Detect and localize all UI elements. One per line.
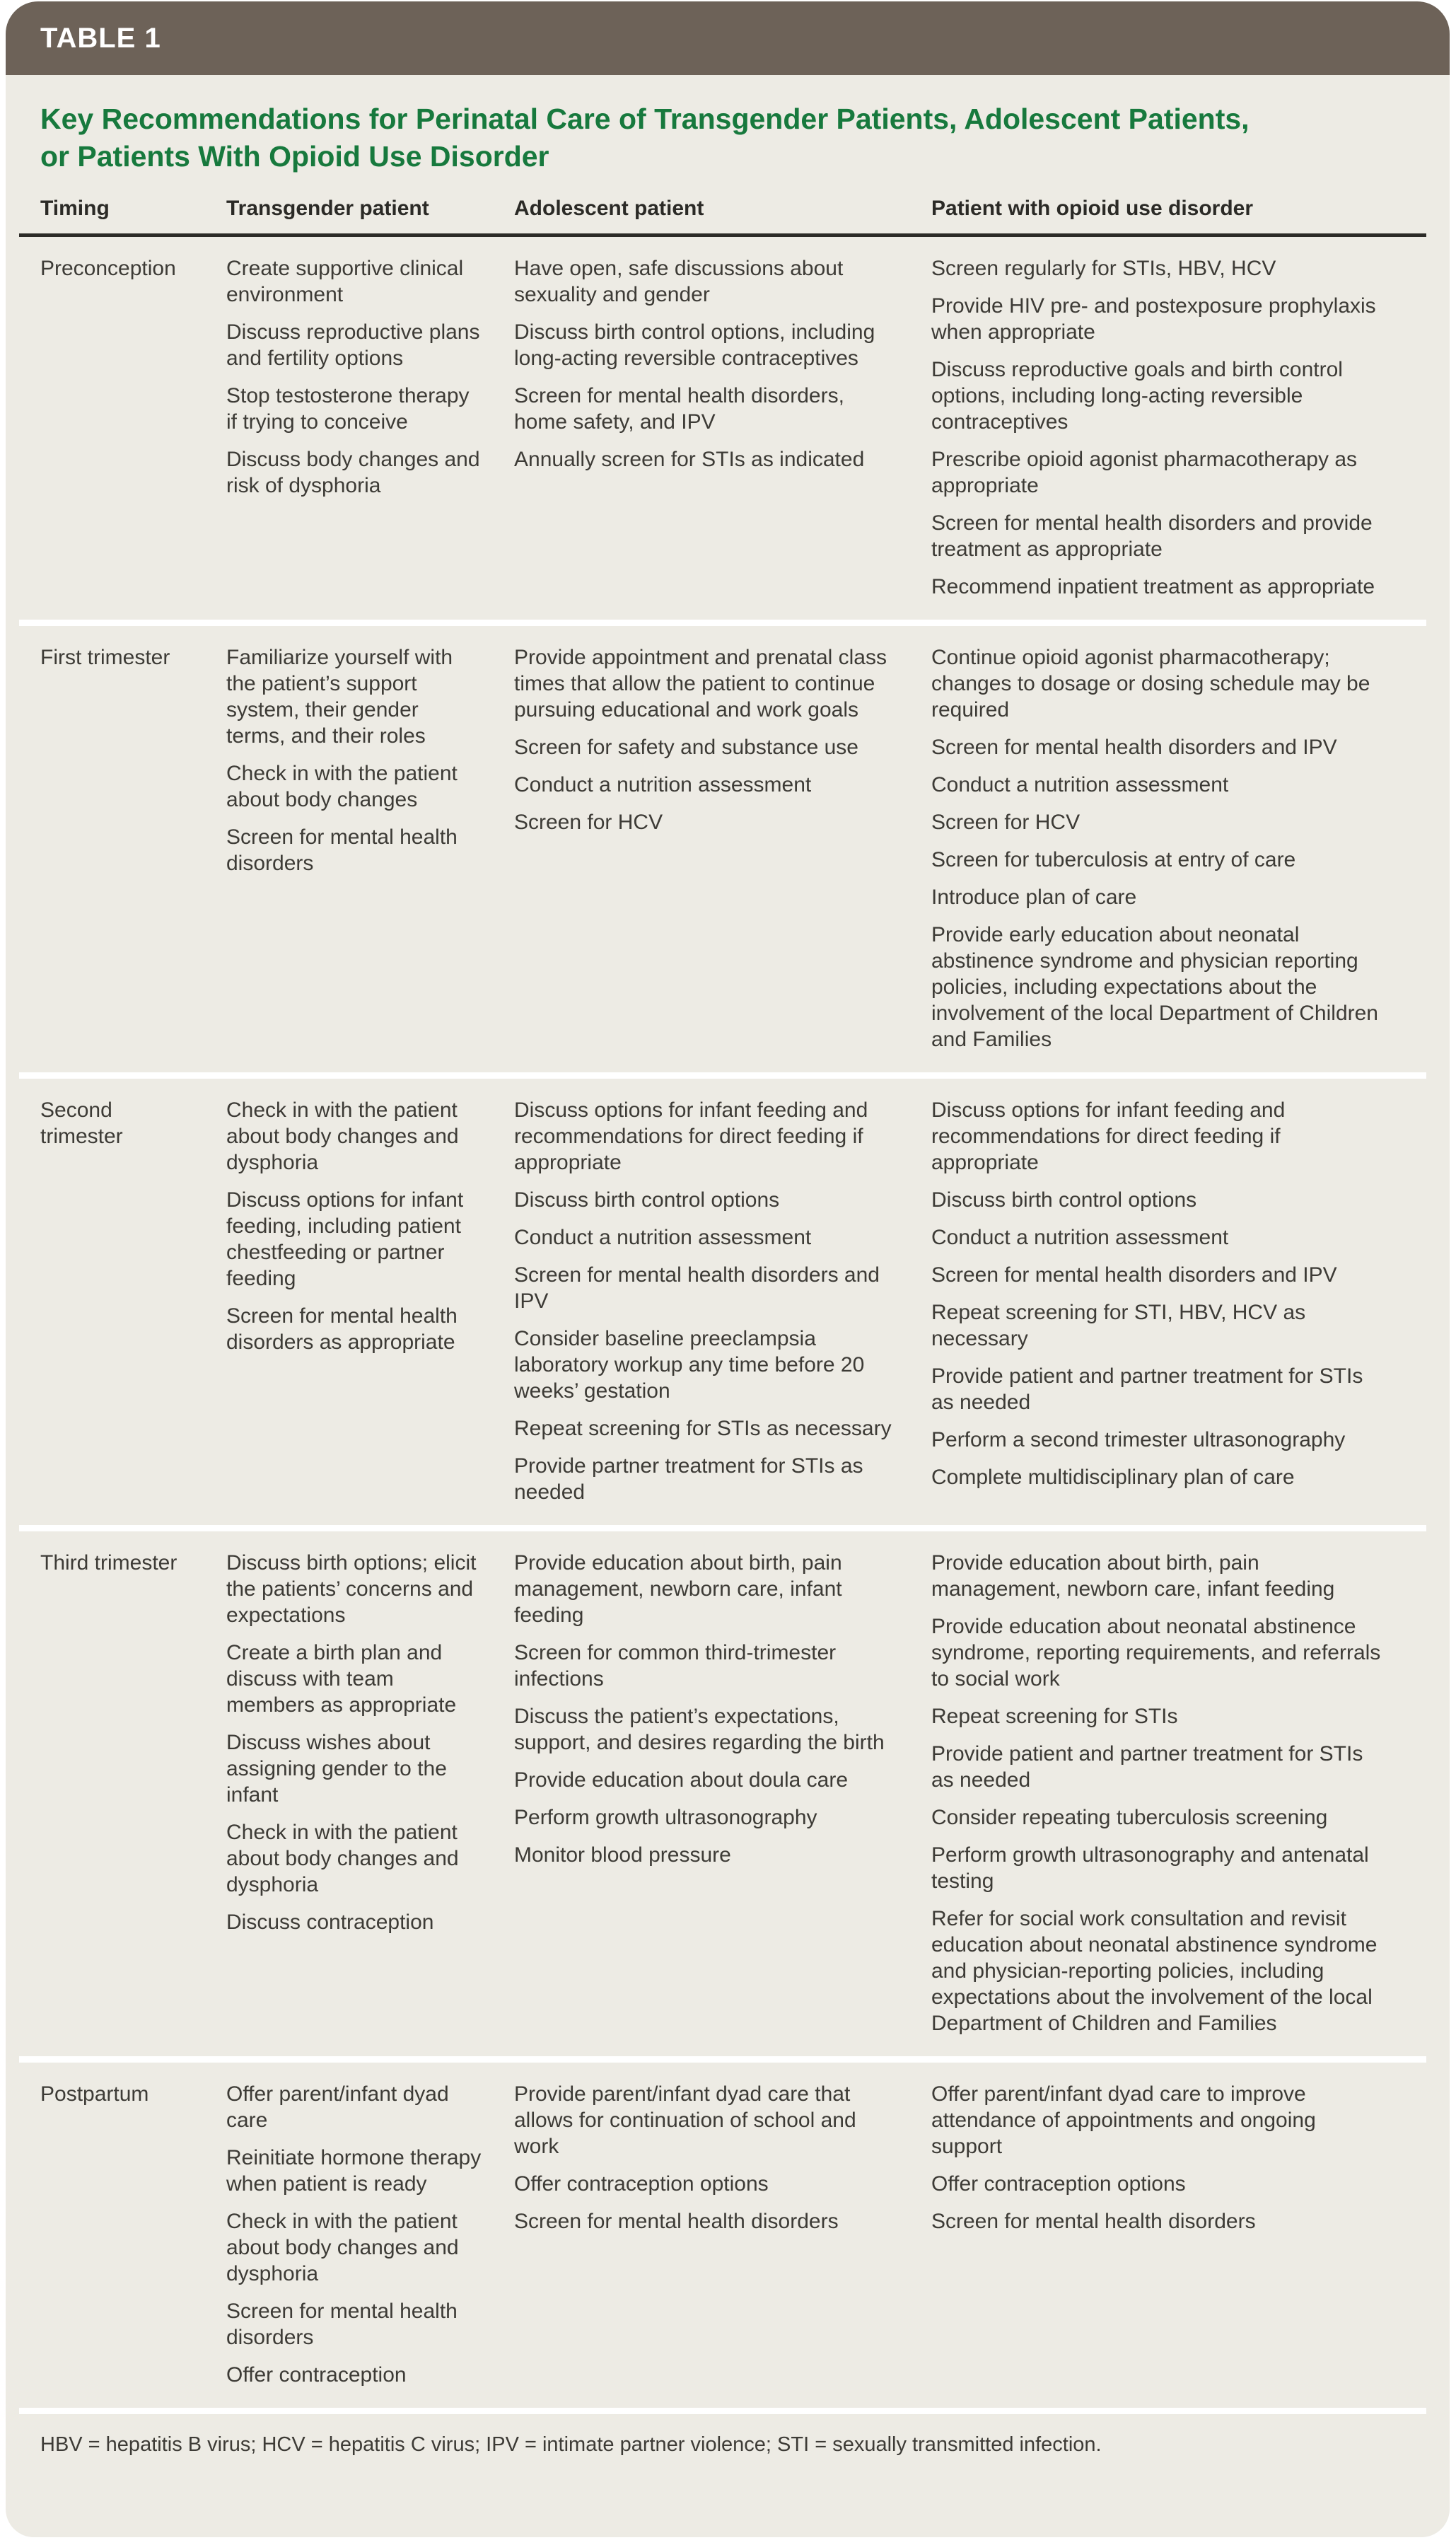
recommendation-item: Offer contraception options	[931, 2172, 1186, 2196]
table-row	[6, 1531, 1450, 2056]
recommendation-item: Complete multidisciplinary plan of care	[931, 1466, 1295, 1489]
recommendation-item: Discuss reproductive goals and birth control options, including long-acting reversible contraceptives	[931, 358, 1343, 434]
recommendation-item: Discuss birth options; elicit the patients’ concerns and expectations	[226, 1551, 477, 1627]
transgender-cell	[226, 644, 514, 1053]
recommendation-item: Reinitiate hormone therapy when patient is ready	[226, 2146, 482, 2196]
transgender-cell	[226, 1550, 514, 2036]
recommendation-item: Provide education about doula care	[514, 1768, 849, 1792]
recommendation-item: Monitor blood pressure	[514, 1843, 731, 1867]
adolescent-cell	[514, 644, 931, 1053]
recommendation-item: Conduct a nutrition assessment	[931, 773, 1229, 796]
timing-cell: Preconception	[40, 257, 176, 280]
footnote: HBV = hepatitis B virus; HCV = hepatitis C virus; IPV = intimate partner violence; STI = sexually transmitted infection.	[40, 2433, 1102, 2456]
recommendation-item: Repeat screening for STI, HBV, HCV as necessary	[931, 1301, 1306, 1350]
recommendation-item: Screen for mental health disorders and IPV	[514, 1263, 880, 1313]
recommendation-item: Refer for social work consultation and revisit education about neonatal abstinence syndrome and physician-reporting policies, including expectations about the involvement of the local Department of Children and Families	[931, 1907, 1378, 2035]
recommendation-item: Provide education about birth, pain management, newborn care, infant feeding	[514, 1551, 842, 1627]
recommendation-item: Discuss options for infant feeding, including patient chestfeeding or partner feeding	[226, 1188, 464, 1290]
doc-title-line-2: or Patients With Opioid Use Disorder	[40, 140, 549, 173]
recommendation-item: Screen for HCV	[931, 811, 1081, 834]
recommendation-item: Screen for mental health disorders as appropriate	[226, 1304, 458, 1354]
recommendation-item: Conduct a nutrition assessment	[514, 773, 812, 796]
recommendation-item: Screen for mental health disorders	[226, 2300, 458, 2349]
table-body	[6, 237, 1450, 2408]
opioid-cell	[931, 1550, 1418, 2036]
recommendation-item: Stop testosterone therapy if trying to conceive	[226, 384, 470, 434]
recommendation-item: Discuss options for infant feeding and recommendations for direct feeding if appropriate	[931, 1098, 1286, 1174]
recommendation-item: Provide education about neonatal abstinence syndrome, reporting requirements, and referrals to social work	[931, 1615, 1381, 1691]
col-header-adolescent: Adolescent patient	[514, 197, 704, 220]
col-header-timing: Timing	[40, 197, 110, 220]
timing-cell: First trimester	[40, 646, 170, 669]
recommendation-item: Conduct a nutrition assessment	[931, 1226, 1229, 1249]
timing-cell: Second trimester	[40, 1098, 123, 1148]
recommendation-item: Perform growth ultrasonography	[514, 1806, 817, 1829]
opioid-cell	[931, 2081, 1418, 2388]
recommendation-item: Perform growth ultrasonography and antenatal testing	[931, 1843, 1369, 1893]
recommendation-item: Recommend inpatient treatment as appropriate	[931, 575, 1375, 598]
col-header-transgender: Transgender patient	[226, 197, 429, 220]
recommendation-item: Check in with the patient about body changes and dysphoria	[226, 1821, 459, 1896]
recommendation-item: Discuss birth control options, including long-acting reversible contraceptives	[514, 320, 875, 370]
recommendation-item: Perform a second trimester ultrasonography	[931, 1428, 1346, 1451]
row-separator	[19, 2056, 1426, 2063]
recommendation-item: Screen for safety and substance use	[514, 736, 858, 759]
column-header-row	[6, 197, 1450, 233]
recommendation-item: Provide patient and partner treatment for STIs as needed	[931, 1364, 1363, 1414]
recommendation-item: Screen for mental health disorders and IPV	[931, 1263, 1337, 1287]
recommendation-item: Discuss contraception	[226, 1911, 434, 1934]
recommendation-item: Discuss body changes and risk of dysphoria	[226, 448, 480, 497]
recommendation-item: Provide appointment and prenatal class times that allow the patient to continue pursuing educational and work goals	[514, 646, 887, 721]
recommendation-item: Offer parent/infant dyad care	[226, 2082, 449, 2132]
recommendation-item: Create a birth plan and discuss with team members as appropriate	[226, 1641, 457, 1717]
recommendation-item: Have open, safe discussions about sexuality and gender	[514, 257, 844, 306]
recommendation-item: Offer parent/infant dyad care to improve attendance of appointments and ongoing support	[931, 2082, 1316, 2158]
recommendation-item: Discuss birth control options	[514, 1188, 780, 1212]
table-label: TABLE 1	[40, 22, 161, 54]
col-header-opioid: Patient with opioid use disorder	[931, 197, 1254, 220]
opioid-cell	[931, 1097, 1418, 1505]
recommendation-item: Familiarize yourself with the patient’s support system, their gender terms, and their roles	[226, 646, 453, 748]
table-row	[6, 237, 1450, 620]
adolescent-cell	[514, 1550, 931, 2036]
table-row	[6, 2063, 1450, 2408]
recommendation-item: Check in with the patient about body changes and dysphoria	[226, 2210, 459, 2285]
table-row	[6, 1079, 1450, 1525]
recommendation-item: Create supportive clinical environment	[226, 257, 464, 306]
recommendation-item: Screen for mental health disorders	[226, 825, 458, 875]
recommendation-item: Provide early education about neonatal abstinence syndrome and physician reporting policies, including expectations about the involvement of the local Department of Children and Families	[931, 923, 1378, 1051]
recommendation-item: Provide partner treatment for STIs as needed	[514, 1454, 863, 1504]
transgender-cell	[226, 1097, 514, 1505]
adolescent-cell	[514, 2081, 931, 2388]
recommendation-item: Prescribe opioid agonist pharmacotherapy as appropriate	[931, 448, 1358, 497]
recommendation-item: Check in with the patient about body changes and dysphoria	[226, 1098, 459, 1174]
recommendation-item: Annually screen for STIs as indicated	[514, 448, 865, 471]
recommendation-item: Introduce plan of care	[931, 886, 1137, 909]
recommendation-item: Discuss birth control options	[931, 1188, 1197, 1212]
recommendation-item: Discuss reproductive plans and fertility options	[226, 320, 480, 370]
recommendation-item: Offer contraception	[226, 2363, 407, 2387]
recommendation-item: Screen for tuberculosis at entry of care	[931, 848, 1296, 871]
doc-title-line-1: Key Recommendations for Perinatal Care of Transgender Patients, Adolescent Patients,	[40, 103, 1250, 135]
recommendation-item: Repeat screening for STIs as necessary	[514, 1417, 892, 1440]
timing-cell: Third trimester	[40, 1551, 177, 1575]
recommendation-item: Discuss the patient’s expectations, support, and desires regarding the birth	[514, 1705, 885, 1754]
recommendation-item: Continue opioid agonist pharmacotherapy; changes to dosage or dosing schedule may be required	[931, 646, 1370, 721]
row-separator	[19, 1072, 1426, 1079]
recommendation-item: Screen for common third-trimester infections	[514, 1641, 837, 1691]
recommendation-item: Repeat screening for STIs	[931, 1705, 1178, 1728]
table-title-bar	[6, 1, 1450, 75]
recommendation-item: Offer contraception options	[514, 2172, 769, 2196]
table-row	[6, 626, 1450, 1072]
row-separator	[19, 620, 1426, 626]
recommendation-item: Screen for mental health disorders, home safety, and IPV	[514, 384, 844, 434]
opioid-cell	[931, 255, 1418, 600]
doc-title	[40, 100, 1418, 175]
recommendation-item: Screen for mental health disorders	[931, 2210, 1256, 2233]
recommendation-item: Screen for HCV	[514, 811, 663, 834]
recommendation-item: Discuss options for infant feeding and recommendations for direct feeding if appropriate	[514, 1098, 868, 1174]
row-separator	[19, 1525, 1426, 1531]
transgender-cell	[226, 255, 514, 600]
footnote-divider	[19, 2408, 1426, 2414]
adolescent-cell	[514, 255, 931, 600]
recommendation-item: Screen for mental health disorders and provide treatment as appropriate	[931, 511, 1373, 561]
transgender-cell	[226, 2081, 514, 2388]
table-card	[6, 1, 1450, 2537]
recommendation-item: Provide patient and partner treatment for STIs as needed	[931, 1742, 1363, 1792]
recommendation-item: Consider repeating tuberculosis screening	[931, 1806, 1328, 1829]
timing-cell: Postpartum	[40, 2082, 149, 2106]
opioid-cell	[931, 644, 1418, 1053]
recommendation-item: Consider baseline preeclampsia laboratory workup any time before 20 weeks’ gestation	[514, 1327, 865, 1403]
recommendation-item: Conduct a nutrition assessment	[514, 1226, 812, 1249]
recommendation-item: Screen regularly for STIs, HBV, HCV	[931, 257, 1276, 280]
recommendation-item: Screen for mental health disorders and IPV	[931, 736, 1337, 759]
recommendation-item: Provide education about birth, pain management, newborn care, infant feeding	[931, 1551, 1335, 1601]
recommendation-item: Provide HIV pre- and postexposure prophylaxis when appropriate	[931, 294, 1376, 344]
recommendation-item: Screen for mental health disorders	[514, 2210, 839, 2233]
adolescent-cell	[514, 1097, 931, 1505]
recommendation-item: Discuss wishes about assigning gender to the infant	[226, 1731, 447, 1807]
recommendation-item: Provide parent/infant dyad care that allows for continuation of school and work	[514, 2082, 856, 2158]
recommendation-item: Check in with the patient about body changes	[226, 762, 458, 811]
